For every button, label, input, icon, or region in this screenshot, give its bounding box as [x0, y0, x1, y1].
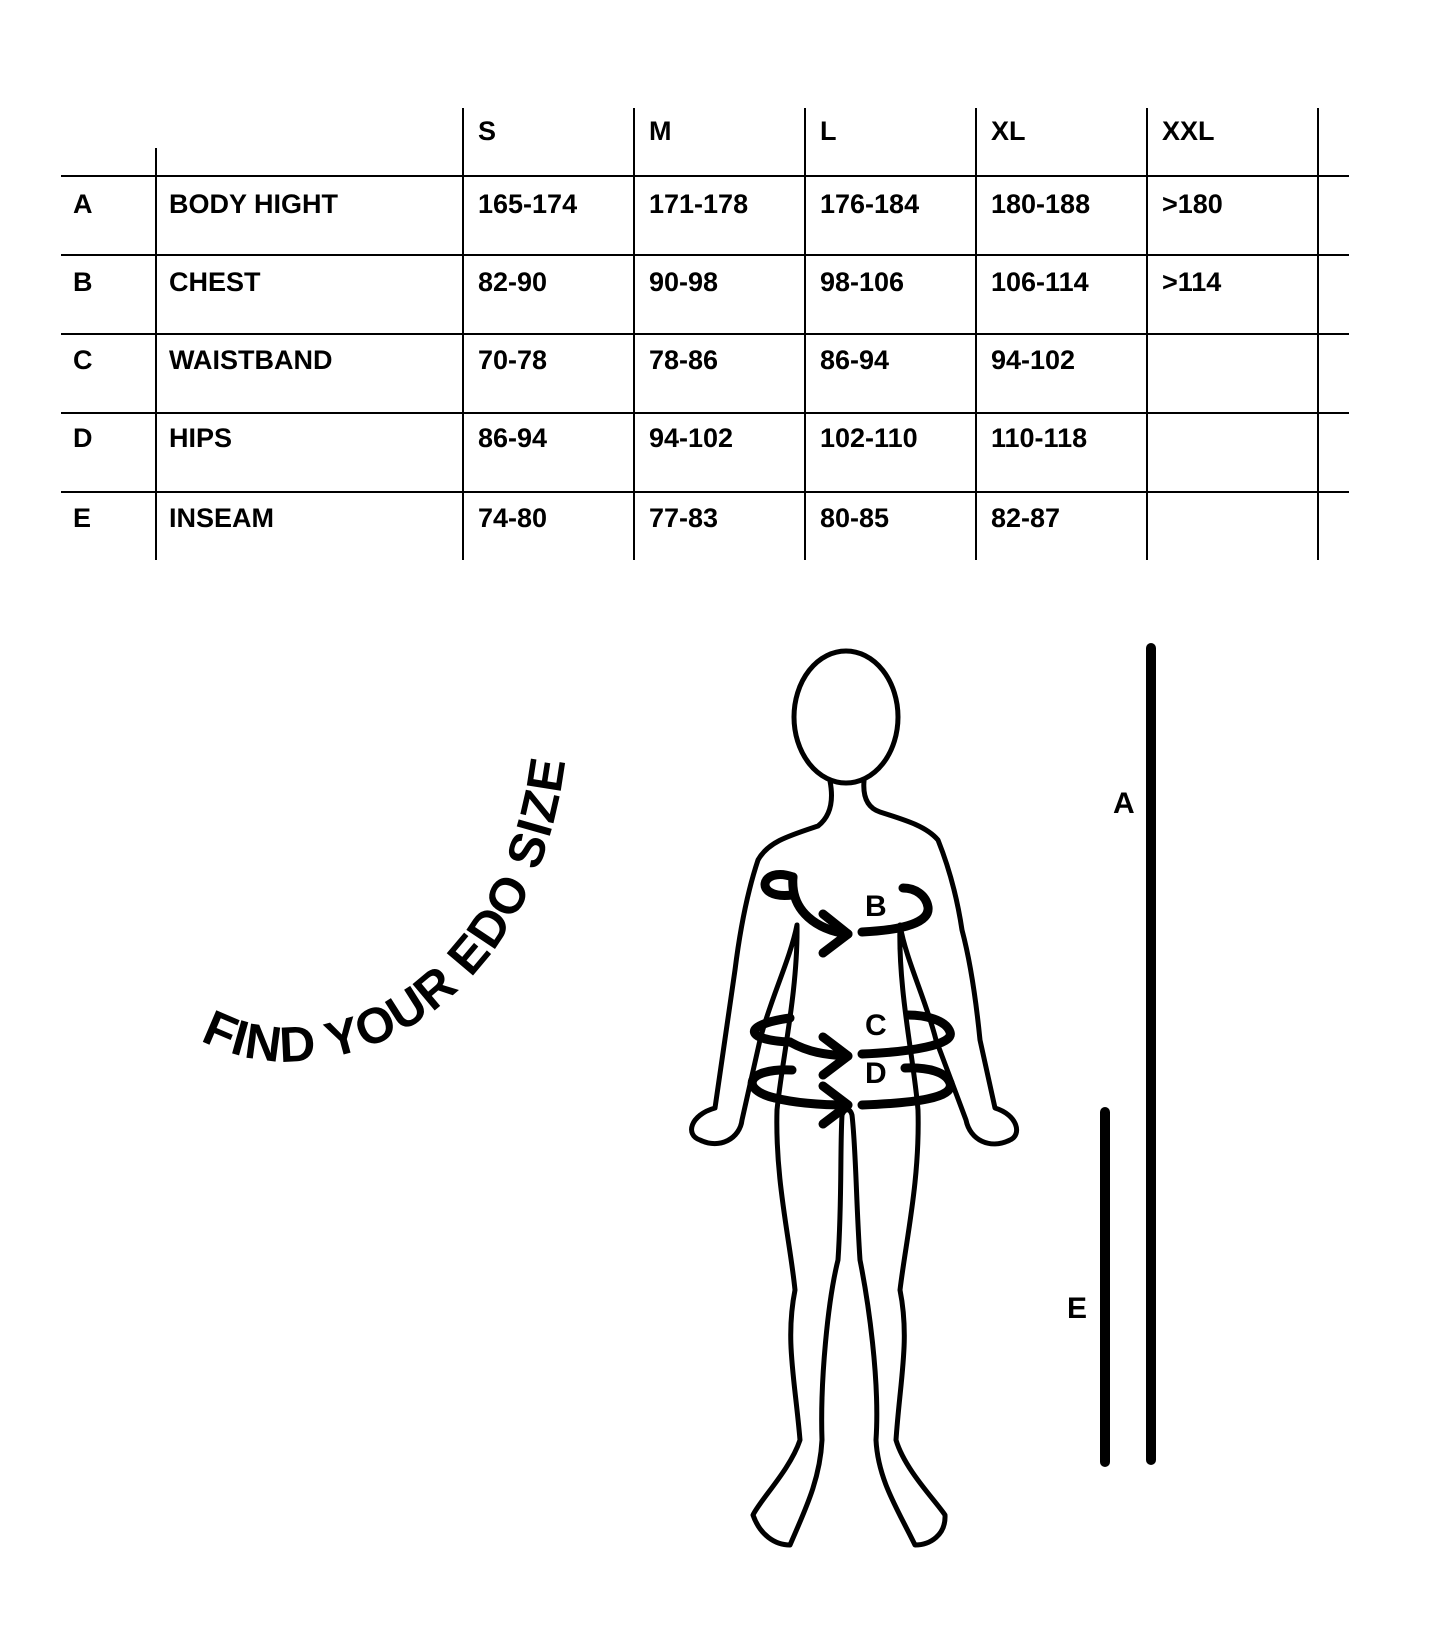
size-value: 110-118	[991, 423, 1088, 453]
table-rule	[61, 491, 1349, 493]
size-value: 180-188	[991, 189, 1091, 219]
row-label: HIPS	[169, 423, 233, 453]
size-value: >114	[1162, 267, 1222, 297]
find-size-title: FIND YOUR EDO SIZE	[195, 753, 577, 1074]
size-value: 94-102	[649, 423, 734, 453]
table-rule	[61, 333, 1349, 335]
row-label: CHEST	[169, 267, 261, 297]
body-silhouette-icon	[692, 651, 1017, 1545]
table-rule	[61, 412, 1349, 414]
table-column-rule	[804, 108, 806, 560]
label-d: D	[865, 1057, 887, 1090]
row-label: WAISTBAND	[169, 345, 333, 375]
size-chart-table	[0, 0, 1430, 580]
size-value: 102-110	[820, 423, 918, 453]
size-value: 176-184	[820, 189, 920, 219]
label-c: C	[865, 1009, 887, 1042]
size-header-m: M	[649, 116, 672, 146]
size-value: 70-78	[478, 345, 548, 375]
size-header-xl: XL	[991, 116, 1026, 146]
table-column-rule	[155, 148, 157, 560]
row-code: A	[73, 189, 93, 219]
size-value: 106-114	[991, 267, 1089, 297]
size-value: 165-174	[478, 189, 578, 219]
row-code: D	[73, 423, 93, 453]
table-column-rule	[1317, 108, 1319, 560]
size-header-l: L	[820, 116, 837, 146]
table-rule	[61, 254, 1349, 256]
table-column-rule	[975, 108, 977, 560]
table-column-rule	[462, 108, 464, 560]
measurement-figure	[0, 580, 1430, 1632]
label-a: A	[1113, 787, 1135, 820]
size-value: 94-102	[991, 345, 1076, 375]
label-b: B	[865, 890, 887, 923]
row-code: B	[73, 267, 93, 297]
size-value: 82-87	[991, 503, 1061, 533]
size-value: 78-86	[649, 345, 719, 375]
size-value: 82-90	[478, 267, 548, 297]
table-column-rule	[633, 108, 635, 560]
table-column-rule	[1146, 108, 1148, 560]
label-e: E	[1067, 1292, 1088, 1325]
size-header-xxl: XXL	[1162, 116, 1215, 146]
size-value: >180	[1162, 189, 1223, 219]
row-label: BODY HIGHT	[169, 189, 339, 219]
row-code: C	[73, 345, 93, 375]
size-value: 80-85	[820, 503, 890, 533]
size-value: 90-98	[649, 267, 719, 297]
size-value: 77-83	[649, 503, 719, 533]
size-value: 74-80	[478, 503, 548, 533]
size-value: 86-94	[478, 423, 548, 453]
size-header-s: S	[478, 116, 497, 146]
size-value: 171-178	[649, 189, 749, 219]
size-value: 86-94	[820, 345, 890, 375]
row-label: INSEAM	[169, 503, 275, 533]
table-rule	[61, 175, 1349, 177]
size-value: 98-106	[820, 267, 905, 297]
row-code: E	[73, 503, 92, 533]
